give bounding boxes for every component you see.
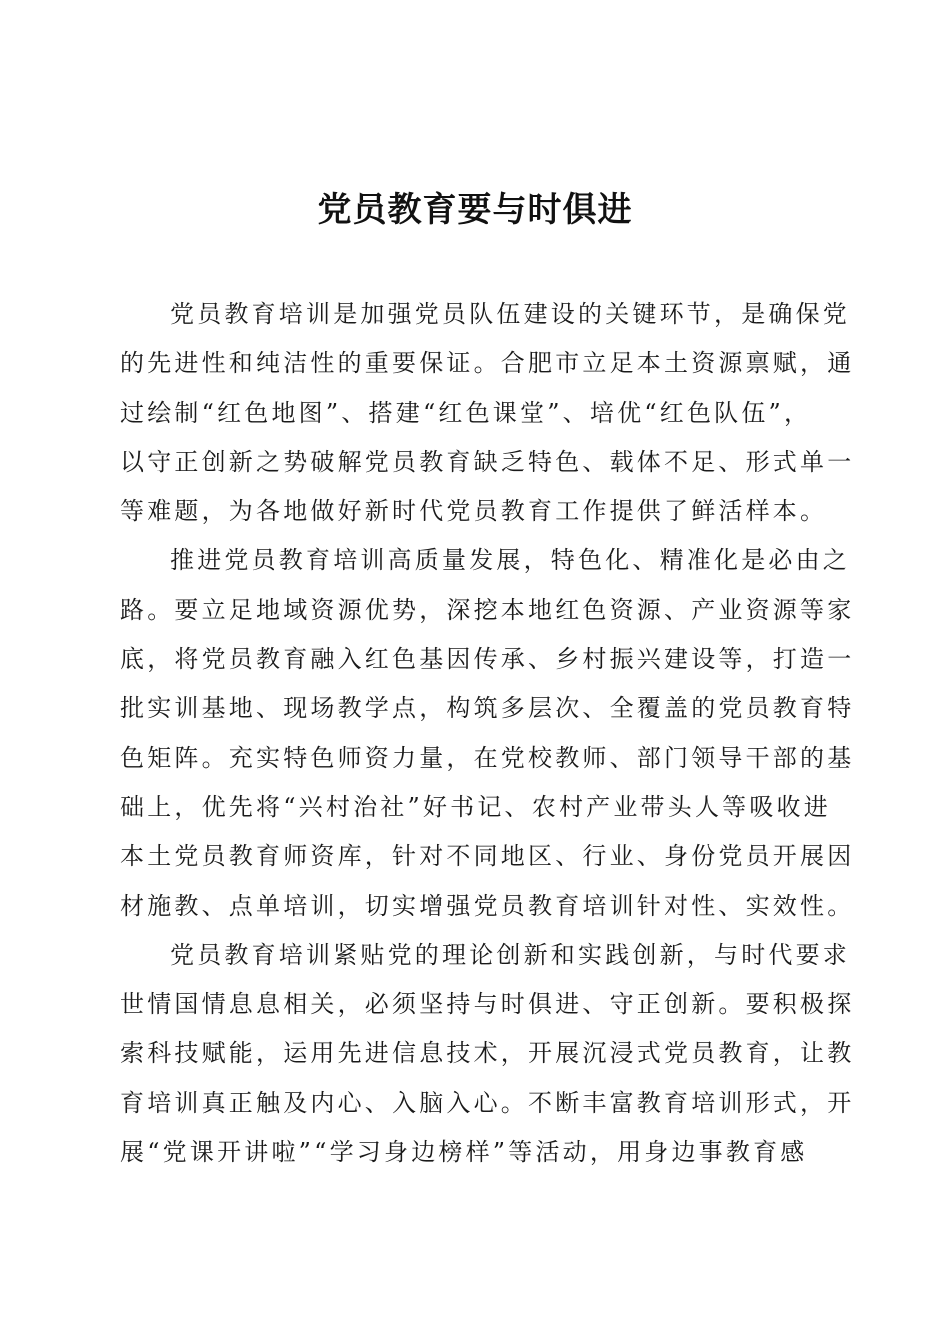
- text-line: 路。要立足地域资源优势，深挖本地红色资源、产业资源等家: [120, 595, 855, 624]
- text-line: 础上，优先将“兴村治社”好书记、农村产业带头人等吸收进: [120, 792, 831, 821]
- document-title: 党员教育要与时俱进: [317, 190, 633, 230]
- paragraph-3: [120, 931, 855, 1177]
- paragraph-1: [120, 290, 855, 536]
- text-line: 色矩阵。充实特色师资力量，在党校教师、部门领导干部的基: [120, 743, 855, 772]
- text-line: 底，将党员教育融入红色基因传承、乡村振兴建设等，打造一: [120, 645, 855, 674]
- text-line: 索科技赋能，运用先进信息技术，开展沉浸式党员教育，让教: [120, 1039, 855, 1068]
- text-line: 推进党员教育培训高质量发展，特色化、精准化是必由之: [170, 546, 850, 575]
- text-line: 过绘制“红色地图”、搭建“红色课堂”、培优“红色队伍”，: [120, 398, 812, 427]
- text-line: 本土党员教育师资库，针对不同地区、行业、身份党员开展因: [120, 842, 855, 871]
- text-line: 的先进性和纯洁性的重要保证。合肥市立足本土资源禀赋，通: [120, 349, 855, 378]
- text-line: 批实训基地、现场教学点，构筑多层次、全覆盖的党员教育特: [120, 694, 855, 723]
- text-line: 党员教育培训紧贴党的理论创新和实践创新，与时代要求: [170, 940, 850, 969]
- text-line: 育培训真正触及内心、入脑入心。不断丰富教育培训形式，开: [120, 1088, 855, 1117]
- text-line: 以守正创新之势破解党员教育缺乏特色、载体不足、形式单一: [120, 447, 855, 476]
- text-line: 等难题，为各地做好新时代党员教育工作提供了鲜活样本。: [120, 497, 828, 526]
- text-line: 展“党课开讲啦”“学习身边榜样”等活动，用身边事教育感: [120, 1138, 808, 1167]
- document-body: [120, 290, 855, 1177]
- text-line: 党员教育培训是加强党员队伍建设的关键环节，是确保党: [170, 300, 850, 328]
- text-line: 世情国情息息相关，必须坚持与时俱进、守正创新。要积极探: [120, 990, 855, 1019]
- paragraph-2: [120, 536, 855, 930]
- text-line: 材施教、点单培训，切实增强党员教育培训针对性、实效性。: [120, 891, 855, 920]
